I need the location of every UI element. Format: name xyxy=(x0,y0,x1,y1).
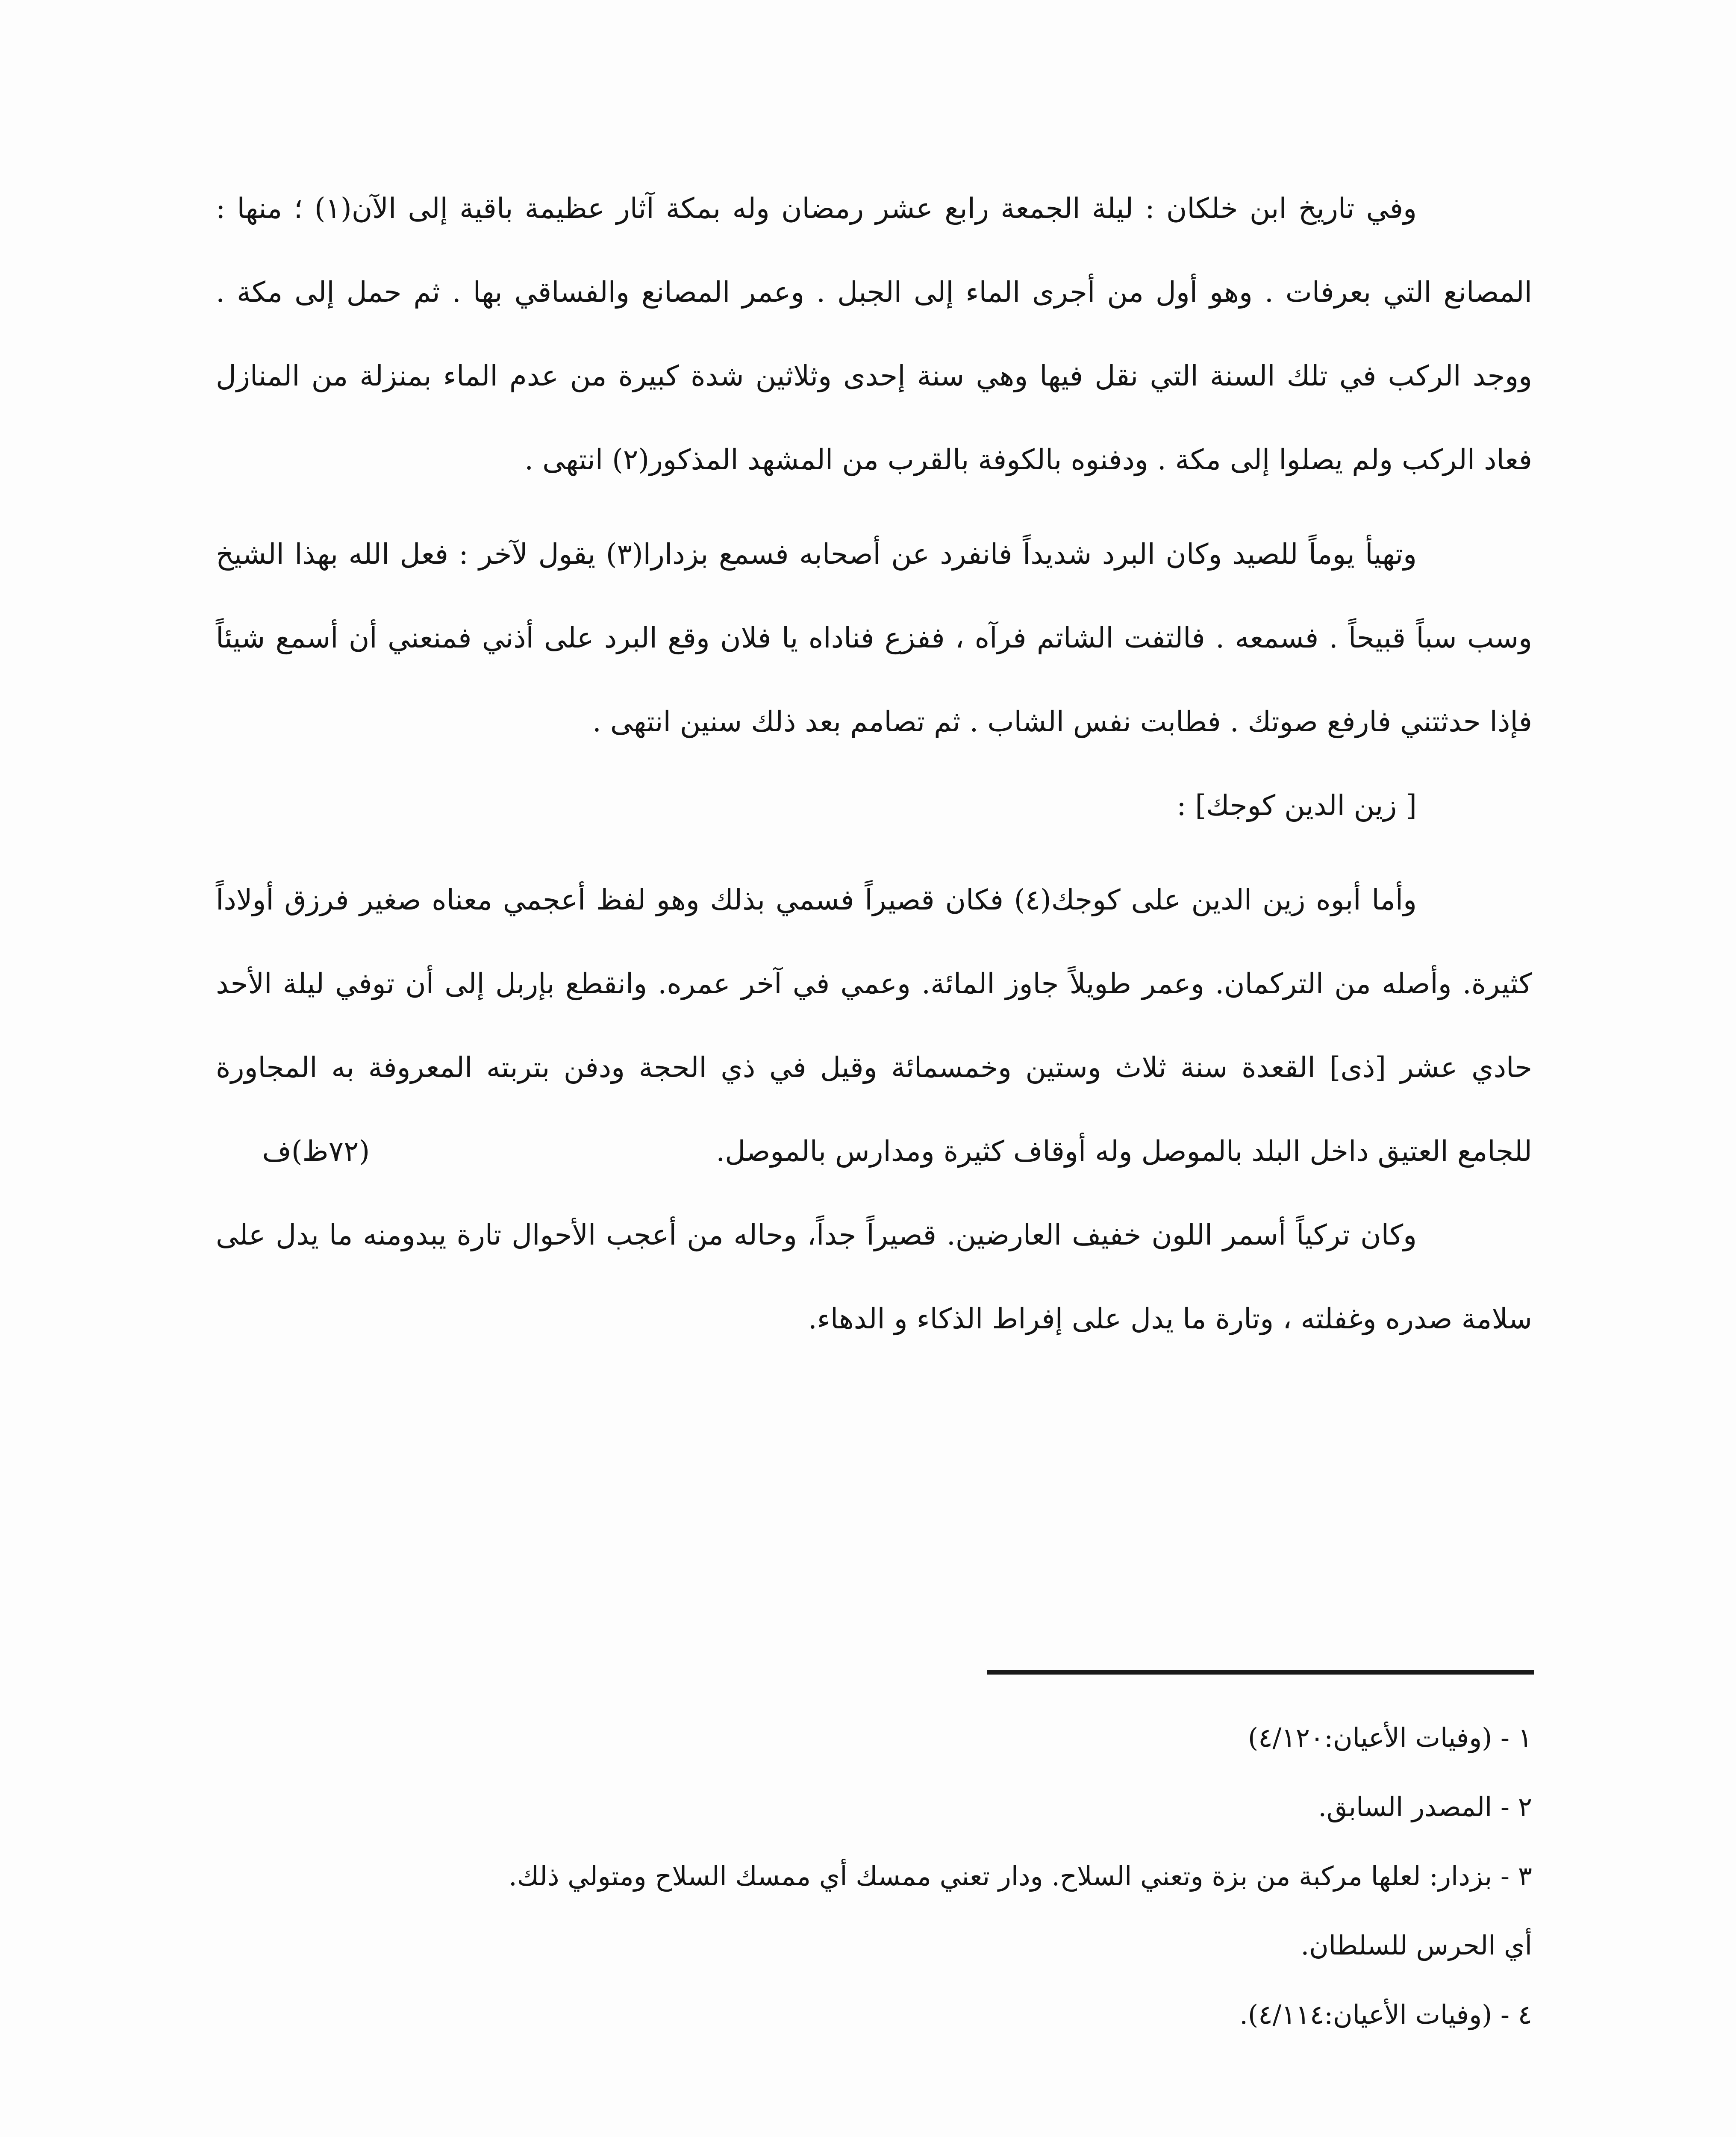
footnote-3: ٣ - بزدار: لعلها مركبة من بزة وتعني السلاح. ودار تعني ممسك أي ممسك السلاح ومتولي ذلك. xyxy=(508,1860,1532,1892)
footnotes xyxy=(216,1703,1532,2049)
main-text xyxy=(216,167,1532,1361)
paragraph-description: وكان تركياً أسمر اللون خفيف العارضين. قصيراً جداً، وحاله من أعجب الأحوال تارة يبدومنه ما يدل على سلامة صدره وغفلته ، وتارة ما يدل على إفراط الذكاء و الدهاء. xyxy=(216,1219,1532,1335)
footnote-3-continued: أي الحرس للسلطان. xyxy=(1301,1930,1532,1961)
section-heading: [ زين الدين كوجك] : xyxy=(1177,789,1417,822)
paragraph-ibn-khallikan: وفي تاريخ ابن خلكان : ليلة الجمعة رابع عشر رمضان وله بمكة آثار عظيمة باقية إلى الآن(١) ؛ منها : المصانع التي بعرفات . وهو أول من أجرى الماء إلى الجبل . وعمر المصانع والفساقي بها . ثم حمل إلى مكة . ووجد الركب في تلك السنة التي نقل فيها وهي سنة إحدى وثلاثين شدة كبيرة من عدم الماء بمنزلة من المنازل فعاد الركب ولم يصلوا إلى مكة . ودفنوه بالكوفة بالقرب من المشهد المذكور(٢) انتهى . xyxy=(216,192,1532,476)
footnote-1: ١ - (وفيات الأعيان:٤/١٢٠) xyxy=(1248,1722,1532,1753)
manuscript-leaf-reference: (٧٢ظ)ف xyxy=(262,1135,370,1168)
paragraph-zain-al-din-text: وأما أبوه زين الدين على كوجك(٤) فكان قصيراً فسمي بذلك وهو لفظ أعجمي معناه صغير فرزق أولاداً كثيرة. وأصله من التركمان. وعمر طويلاً جاوز المائة. وعمي في آخر عمره. وانقطع بإربل إلى أن توفي ليلة الأحد حادي عشر [ذى] القعدة سنة ثلاث وستين وخمسمائة وقيل في ذي الحجة ودفن بتربته المعروفة به المجاورة للجامع العتيق داخل البلد بالموصل وله أوقاف كثيرة ومدارس بالموصل. xyxy=(216,883,1532,1168)
footnote-4: ٤ - (وفيات الأعيان:٤/١١٤). xyxy=(1239,1999,1532,2030)
paragraph-zain-al-din xyxy=(216,858,1532,1193)
footnote-separator xyxy=(987,1670,1534,1675)
paragraph-hunting-story: وتهيأ يوماً للصيد وكان البرد شديداً فانفرد عن أصحابه فسمع بزدارا(٣) يقول لآخر : فعل الله بهذا الشيخ وسب سباً قبيحاً . فسمعه . فالتفت الشاتم فرآه ، ففزع فناداه يا فلان وقع البرد على أذني فمنعني أن أسمع شيئاً فإذا حدثتني فارفع صوتك . فطابت نفس الشاب . ثم تصامم بعد ذلك سنين انتهى . xyxy=(216,538,1532,738)
footnote-2: ٢ - المصدر السابق. xyxy=(1318,1791,1532,1822)
